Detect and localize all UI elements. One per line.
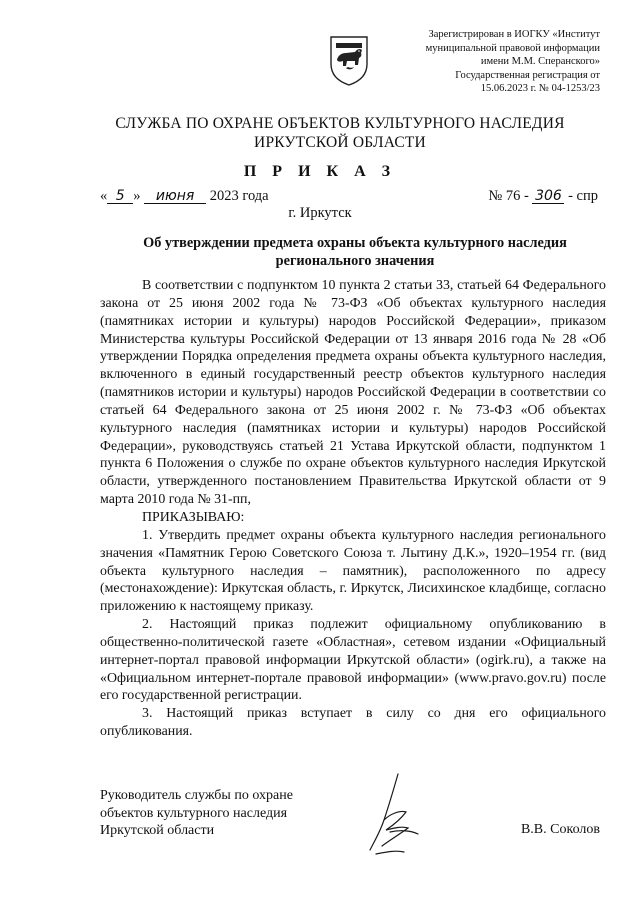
document-body [100, 277, 606, 741]
signatory-title [100, 787, 293, 840]
number-suffix: - спр [568, 188, 598, 204]
order-item: 2. Настоящий приказ подлежит официальному опубликованию в общественно-политической газете «Областная», сетевом издании «Официальный интернет-портал правовой информации Иркутской области» (ogirk.ru), а также на «Официальном интернет-портале правовой информации» (www.pravo.gov.ru) после его государственной регистрации. [100, 617, 606, 704]
order-item: 1. Утвердить предмет охраны объекта культурного наследия регионального значения «Памятник Герою Советского Союза т. Лытину Д.К.», 1920–1954 гг. (вид объекта культурного наследия – памятник), расположенного по адресу (местонахождение): Иркутская область, г. Иркутск, Лисихинское кладбище, согласно приложению к настоящему приказу. [100, 527, 606, 615]
registration-line: имени М.М. Сперанского» [480, 56, 600, 68]
signatory-title-line: Иркутской области [100, 823, 215, 838]
agency-name [60, 114, 620, 152]
date-day: 5 [107, 189, 133, 204]
preamble-paragraph: В соответствии с подпунктом 10 пункта 2 статьи 33, статьей 64 Федерального закона от 25 июня 2002 года № 73-ФЗ «Об объектах культурного наследия (памятниках истории и культуры) народов Российской Федерации», приказом Министерства культуры Российской Федерации от 13 января 2016 года № 28 «Об утверждении Порядка определения предмета охраны объекта культурного наследия, включенного в единый государственный реестр объектов культурного наследия (памятников истории и культуры) народов Российской Федерации в соответствии со статьей 64 Федерального закона от 25 июня 2002 г. № 73-ФЗ «Об объектах культурного наследия (памятниках истории и культуры) народов Российской Федерации», руководствуясь статьей 21 Устава Иркутской области, подпунктом 1 пункта 6 Положения о службе по охране объектов культурного наследия Иркутской области, утвержденного постановлением Правительства Иркутской области от 9 марта 2010 года № 31-пп, [100, 278, 606, 508]
registration-line: Государственная регистрация от [455, 69, 600, 81]
date-close-quote: » [133, 188, 141, 204]
agency-name-line: ИРКУТСКОЙ ОБЛАСТИ [254, 134, 426, 151]
signatory-title-line: Руководитель службы по охране [100, 788, 293, 803]
number-prefix: № 76 - [488, 188, 529, 204]
document-subject [100, 234, 610, 270]
document-number [488, 188, 598, 205]
registration-line: 15.06.2023 г. № 04-1253/23 [480, 83, 600, 95]
date-month: июня [144, 189, 206, 204]
order-word: ПРИКАЗЫВАЮ: [142, 509, 245, 525]
signatory-name: В.В. Соколов [520, 822, 600, 837]
document-type-heading: П Р И К А З [243, 163, 397, 180]
date-open-quote: « [100, 188, 108, 204]
handwritten-signature-icon [360, 770, 432, 860]
registration-line: Зарегистрирован в ИОГКУ «Институт [428, 29, 600, 40]
agency-name-line: СЛУЖБА ПО ОХРАНЕ ОБЪЕКТОВ КУЛЬТУРНОГО НАСЛЕДИЯ [115, 115, 565, 132]
date-year: 2023 года [209, 188, 269, 204]
subject-line: регионального значения [275, 253, 435, 269]
registration-stamp [360, 28, 600, 96]
signatory-title-line: объектов культурного наследия [100, 805, 288, 821]
order-item: 3. Настоящий приказ вступает в силу со дня его официального опубликования. [100, 706, 606, 740]
subject-line: Об утверждении предмета охраны объекта культурного наследия [143, 235, 567, 251]
registration-line: муниципальной правовой информации [425, 42, 600, 54]
number-value: 306 [532, 189, 564, 204]
document-city: г. Иркутск [288, 205, 352, 221]
document-date [100, 188, 269, 205]
